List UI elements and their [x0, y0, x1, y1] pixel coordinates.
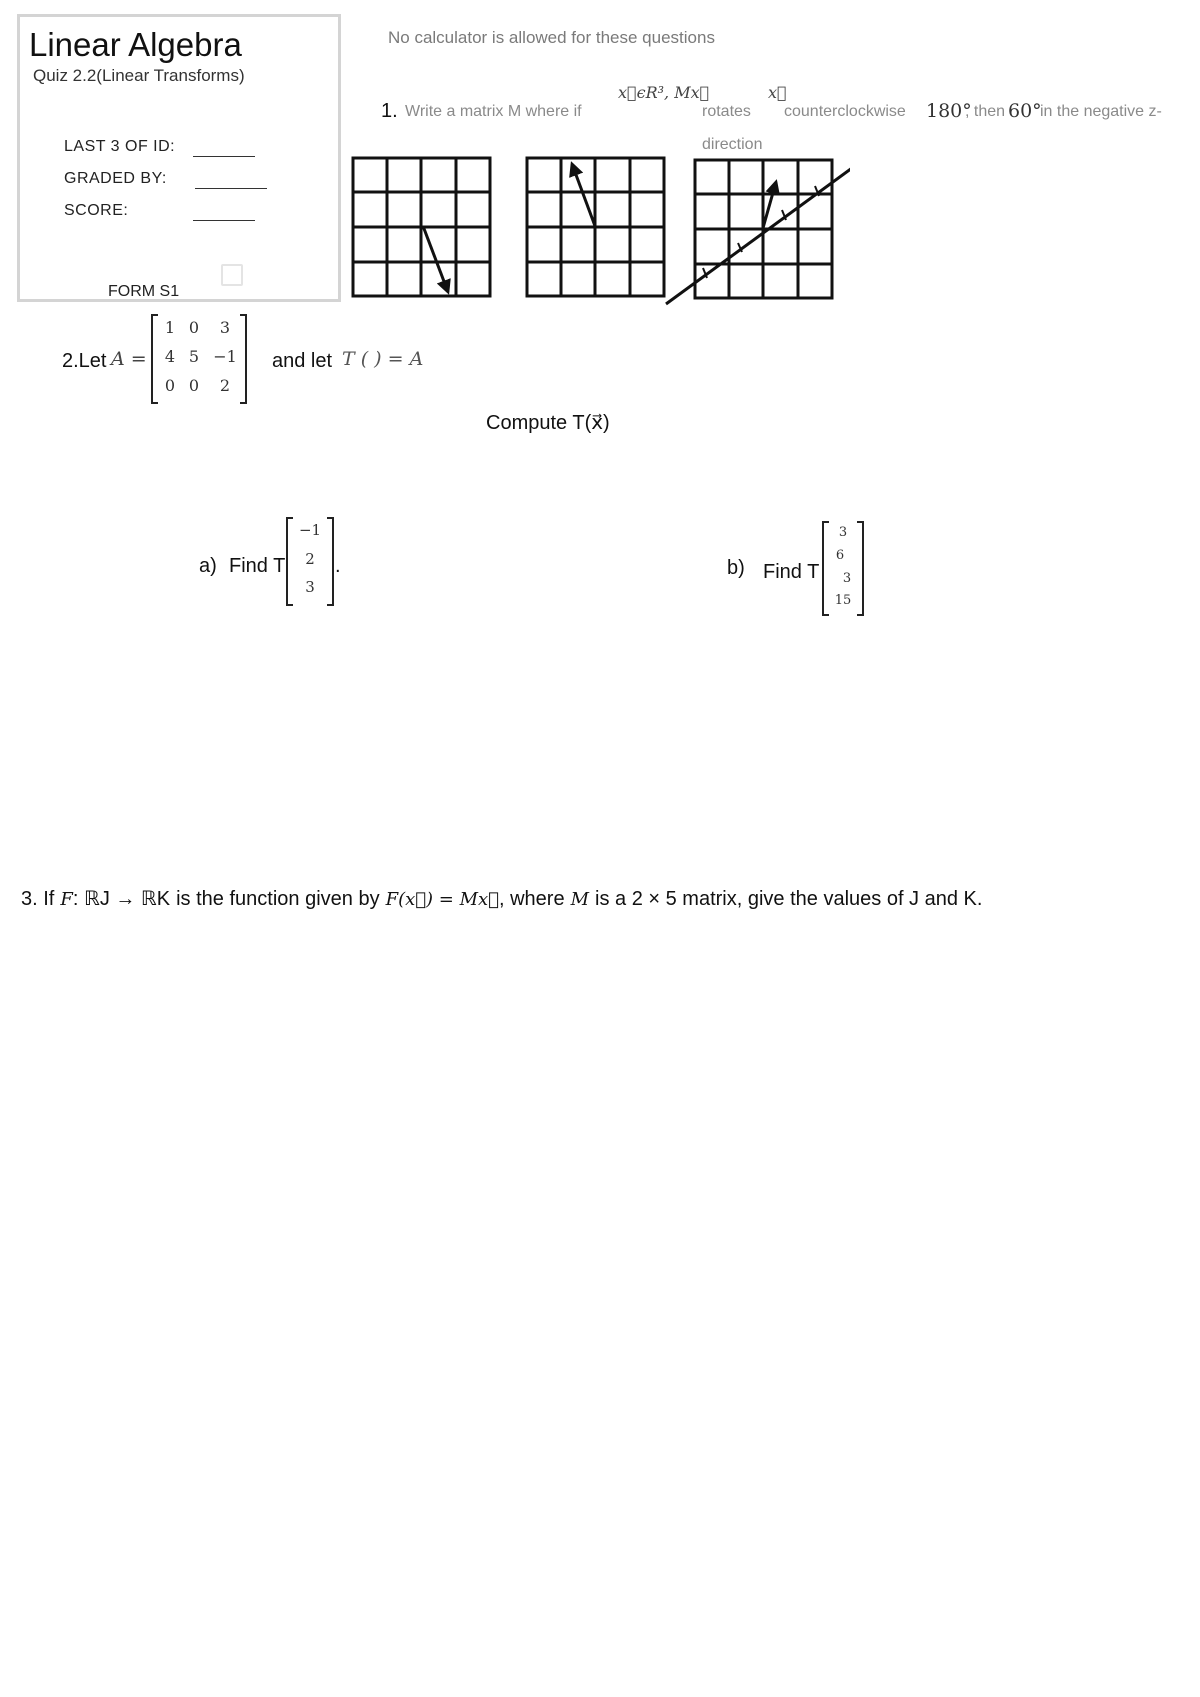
score-field-label: SCORE:	[64, 202, 129, 219]
matrix-cell: 2	[219, 376, 231, 395]
vector-cell: 6	[835, 548, 845, 563]
q3-sentence	[21, 886, 982, 911]
q2-compute: Compute T(x⃗)	[486, 412, 610, 434]
q3-matrix-name: M	[570, 889, 590, 910]
q2-part-a-find: Find T	[229, 555, 286, 577]
q1-text-negative: in the negative z-	[1040, 103, 1162, 120]
q1-text-intro: Write a matrix M where if	[405, 103, 582, 120]
id-field-label: LAST 3 OF ID:	[64, 138, 176, 155]
q2-part-a-end: .	[335, 555, 341, 577]
q2-part-b-find: Find T	[763, 561, 820, 583]
matrix-cell: 3	[219, 318, 231, 337]
q3-text-rest: is a 2 × 5 matrix, give the values of J and K.	[595, 888, 983, 910]
q3-text-mid: is the function given by	[176, 888, 380, 910]
q1-text-rotates: rotates	[702, 103, 751, 120]
q3-text-where: , where	[498, 888, 565, 910]
matrix-cell: 0	[188, 376, 200, 395]
vector-cell: 2	[305, 550, 315, 568]
vector-cell: 3	[838, 525, 848, 540]
q1-angle-180: 180°	[926, 100, 972, 122]
matrix-cell: 0	[164, 376, 176, 395]
course-title: Linear Algebra	[29, 26, 242, 63]
q1-number: 1.	[381, 100, 398, 122]
q3-text-start: 3. If	[21, 888, 55, 910]
id-field-line[interactable]	[193, 156, 255, 157]
matrix-cell: 5	[188, 347, 200, 366]
q2-part-a-label: a)	[199, 555, 217, 577]
vector-cell: −1	[298, 521, 322, 539]
q2-label: 2.Let	[62, 350, 107, 372]
bracket-left	[151, 314, 158, 404]
vector-part-a	[286, 517, 334, 606]
q1-text-then: , then	[965, 103, 1006, 120]
q1-angle-60: 60°	[1008, 100, 1042, 122]
q1-text-direction: direction	[702, 136, 763, 153]
bracket-right	[240, 314, 247, 404]
q2-matrix-lhs: A =	[111, 348, 147, 370]
matrix-A	[151, 314, 247, 404]
graded-by-field-line[interactable]	[195, 188, 267, 189]
q1-math-x: x⃗	[768, 83, 787, 102]
q2-transform-def: T ( ) = A	[342, 348, 424, 370]
grid-figure-3	[666, 152, 850, 304]
matrix-cell: 0	[188, 318, 200, 337]
matrix-cell: 1	[164, 318, 176, 337]
q3-function-def: F(x⃗) = Mx⃗	[385, 889, 499, 910]
grid-figure-2	[527, 158, 664, 296]
q1-math-membership: x⃗ϵR³, Mx⃗	[618, 83, 710, 102]
grid-figure-1	[353, 158, 490, 296]
q2-and-let: and let	[272, 350, 333, 372]
matrix-cell: 4	[164, 347, 176, 366]
bracket-right	[327, 517, 334, 606]
vector-cell: 3	[842, 571, 852, 586]
form-checkbox[interactable]	[221, 264, 243, 286]
form-label: FORM S1	[108, 283, 180, 300]
matrix-cell: −1	[213, 347, 237, 366]
no-calculator-notice: No calculator is allowed for these questions	[388, 28, 715, 47]
vector-cell: 3	[305, 578, 315, 596]
q1-text-ccw: counterclockwise	[784, 103, 906, 120]
vector-part-b	[822, 521, 864, 616]
q3-function-name: F	[60, 889, 73, 910]
q3-mapping: : ℝJ → ℝK	[72, 888, 171, 910]
vector-cell: 15	[834, 593, 852, 608]
q2-part-b-label: b)	[727, 557, 745, 579]
q1-grid-figures	[350, 152, 850, 312]
graded-by-field-label: GRADED BY:	[64, 170, 167, 187]
quiz-subtitle: Quiz 2.2(Linear Transforms)	[33, 66, 245, 85]
score-field-line[interactable]	[193, 220, 255, 221]
